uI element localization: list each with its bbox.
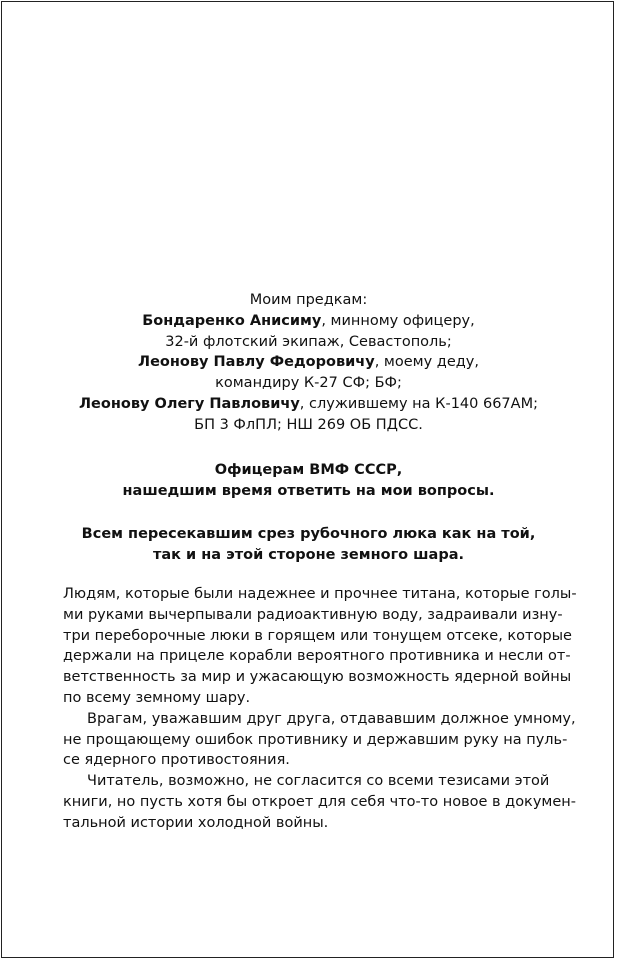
crossers-line-1: Всем пересекавшим срез рубочного люка как на той, xyxy=(81,526,536,542)
paragraph-3-line: Читатель, возможно, не согласится со всеми тезисами этой xyxy=(87,773,550,790)
paragraph-1-line: три переборочные люки в горящем или тонущем отсеке, которые xyxy=(63,627,572,644)
paragraph-2-line: не прощающему ошибок противнику и державшим руку на пуль- xyxy=(63,731,568,748)
officers-line-2: нашедшим время ответить на мои вопросы. xyxy=(122,482,495,499)
dedication-block xyxy=(0,290,617,436)
paragraph-1-line: Людям, которые были надежнее и прочнее титана, которые голы- xyxy=(63,586,577,602)
crossers-line-2: так и на этой стороне земного шара. xyxy=(152,546,465,563)
paragraph-1-line: по всему земному шару. xyxy=(63,689,251,706)
dedication-person-1-line-2: 32-й флотский экипаж, Севастополь; xyxy=(165,333,452,350)
person-2-name: Леонову Павлу Федоровичу xyxy=(138,354,375,371)
paragraph-2-line: се ядерного противостояния. xyxy=(63,752,290,769)
dedication-person-3-line-2: БП 3 ФлПЛ; НШ 269 ОБ ПДСС. xyxy=(194,416,423,433)
paragraph-3-line: тальной истории холодной войны. xyxy=(63,814,329,831)
paragraph-3-line: книги, но пусть хотя бы откроет для себя что-то новое в докумен- xyxy=(63,793,576,810)
paragraph-2-line: Врагам, уважавшим друг друга, отдававшим должное умному, xyxy=(87,710,576,727)
dedication-person-2-line-2: командиру К-27 СФ; БФ; xyxy=(215,375,402,392)
person-2-desc: , моему деду, xyxy=(374,354,479,371)
dedication-intro: Моим предкам: xyxy=(249,292,368,308)
person-1-name: Бондаренко Анисиму xyxy=(142,312,322,329)
person-1-desc: , минному офицеру, xyxy=(321,312,475,329)
paragraph-1-line: держали на прицеле корабли вероятного противника и несли от- xyxy=(63,648,571,665)
officers-dedication xyxy=(0,460,617,502)
paragraph-1-line: ми руками вычерпывали радиоактивную воду, задраивали изну- xyxy=(63,606,563,623)
person-3-name: Леонову Олегу Павловичу xyxy=(79,395,300,412)
dedication-person-1 xyxy=(0,311,617,332)
dedication-person-2 xyxy=(0,352,617,373)
person-3-desc: , служившему на К-140 667АМ; xyxy=(299,395,538,412)
body-text xyxy=(63,584,577,834)
paragraph-1-line: ветственность за мир и ужасающую возможность ядерной войны xyxy=(63,669,572,686)
crossers-dedication xyxy=(0,524,617,566)
dedication-person-3 xyxy=(0,394,617,415)
officers-line-1: Офицерам ВМФ СССР, xyxy=(214,462,403,478)
